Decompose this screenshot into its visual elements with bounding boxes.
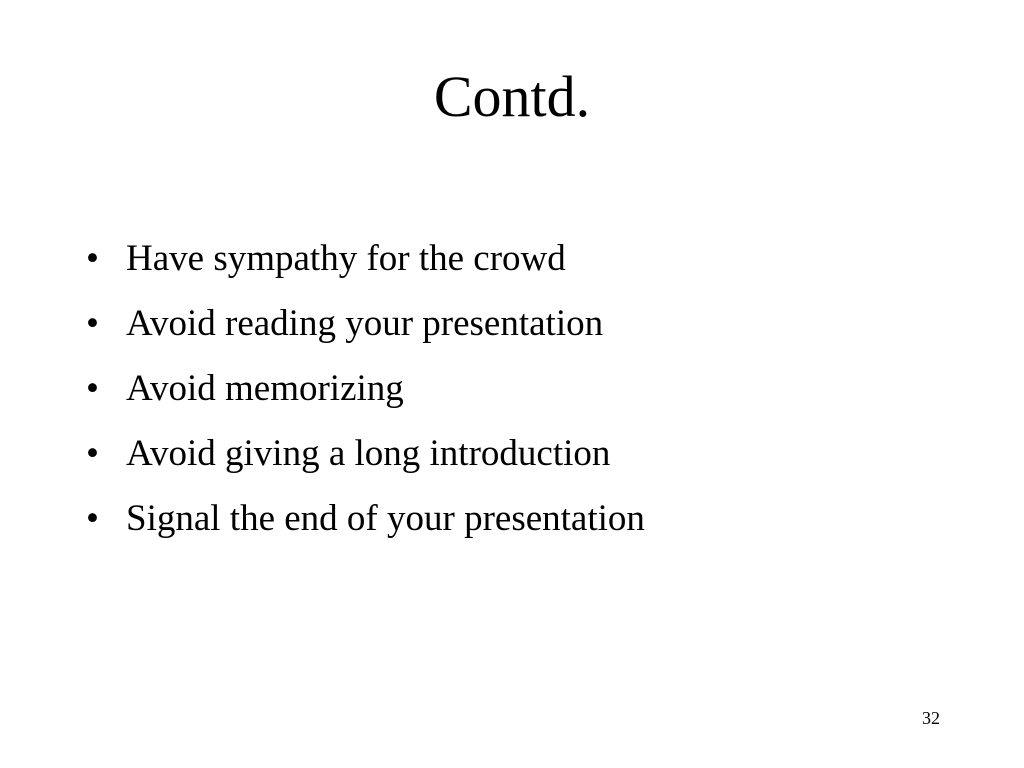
bullet-list	[86, 226, 645, 551]
bullet-item	[86, 421, 645, 486]
bullet-text: Avoid memorizing	[126, 368, 404, 409]
bullet-icon: •	[86, 303, 99, 344]
slide-title: Contd.	[433, 64, 591, 129]
bullet-icon: •	[86, 238, 99, 279]
slide-number: 32	[922, 708, 940, 728]
bullet-item	[86, 356, 645, 421]
bullet-icon: •	[86, 498, 99, 539]
bullet-icon: •	[86, 368, 99, 409]
bullet-text: Signal the end of your presentation	[126, 498, 645, 539]
bullet-item	[86, 486, 645, 551]
bullet-text: Avoid giving a long introduction	[126, 433, 611, 474]
bullet-item	[86, 291, 645, 356]
bullet-icon: •	[86, 433, 99, 474]
bullet-item	[86, 226, 645, 291]
bullet-text: Avoid reading your presentation	[126, 303, 604, 344]
bullet-text: Have sympathy for the crowd	[126, 238, 566, 279]
